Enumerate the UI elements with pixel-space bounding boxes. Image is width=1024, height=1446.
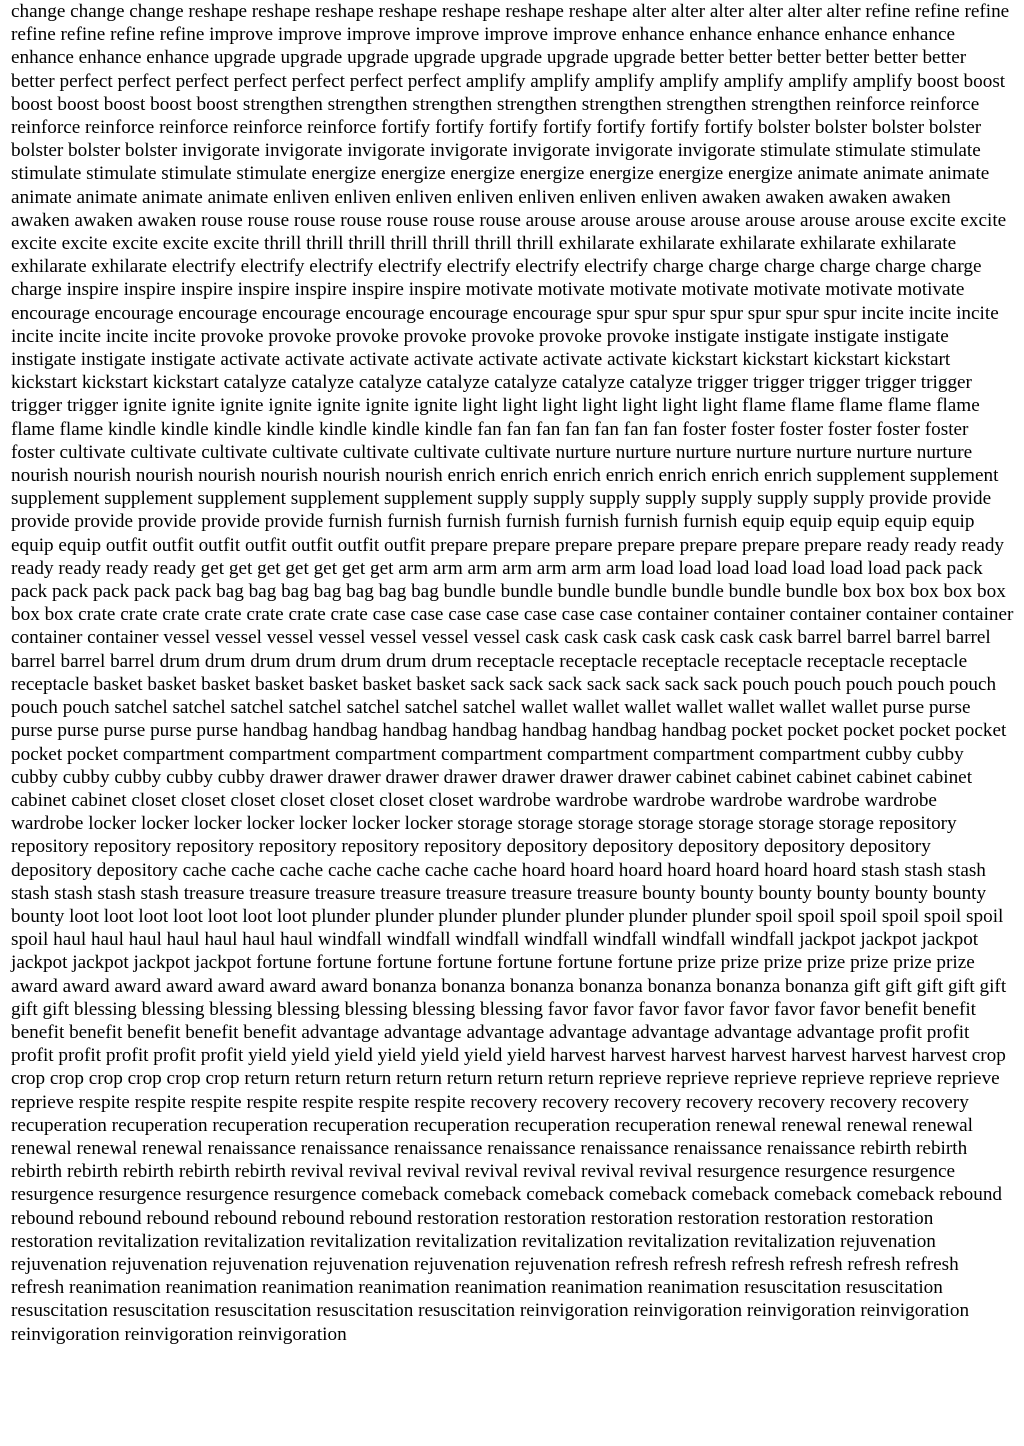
- document-body-text: change change change reshape reshape reshape reshape reshape reshape reshape alter alter alter alter alter alter refine refine refine refine refine refine refine improve improve improve improve improve improve enhance enhance enhance enhance enhance enhance enhance enhance upgrade upgrade upgrade upgrade upgrade upgrade upgrade better better better better better better better perfect perfect perfect perfect perfect perfect perfect amplify amplify amplify amplify amplify amplify amplify boost boost boost boost boost boost boost strengthen strengthen strengthen strengthen strengthen strengthen strengthen reinforce reinforce reinforce reinforce reinforce reinforce reinforce fortify fortify fortify fortify fortify fortify fortify bolster bolster bolster bolster bolster bolster bolster invigorate invigorate invigorate invigorate invigorate invigorate invigorate stimulate stimulate stimulate stimulate stimulate stimulate stimulate energize energize energize energize energize energize energize animate animate animate animate animate animate animate enliven enliven enliven enliven enliven enliven enliven awaken awaken awaken awaken awaken awaken awaken rouse rouse rouse rouse rouse rouse rouse arouse arouse arouse arouse arouse arouse arouse excite excite excite excite excite excite excite thrill thrill thrill thrill thrill thrill thrill exhilarate exhilarate exhilarate exhilarate exhilarate exhilarate exhilarate electrify electrify electrify electrify electrify electrify electrify charge charge charge charge charge charge charge inspire inspire inspire inspire inspire inspire inspire motivate motivate motivate motivate motivate motivate motivate encourage encourage encourage encourage encourage encourage encourage spur spur spur spur spur spur spur incite incite incite incite incite incite incite provoke provoke provoke provoke provoke provoke provoke instigate instigate instigate instigate instigate instigate instigate activate activate activate activate activate activate activate kickstart kickstart kickstart kickstart kickstart kickstart kickstart catalyze catalyze catalyze catalyze catalyze catalyze catalyze trigger trigger trigger trigger trigger trigger trigger ignite ignite ignite ignite ignite ignite ignite light light light light light light light flame flame flame flame flame flame flame kindle kindle kindle kindle kindle kindle kindle fan fan fan fan fan fan fan foster foster foster foster foster foster foster cultivate cultivate cultivate cultivate cultivate cultivate cultivate nurture nurture nurture nurture nurture nurture nurture nourish nourish nourish nourish nourish nourish nourish enrich enrich enrich enrich enrich enrich enrich supplement supplement supplement supplement supplement supplement supplement supply supply supply supply supply supply supply provide provide provide provide provide provide provide furnish furnish furnish furnish furnish furnish furnish equip equip equip equip equip equip equip outfit outfit outfit outfit outfit outfit outfit prepare prepare prepare prepare prepare prepare prepare ready ready ready ready ready ready ready get get get get get get get arm arm arm arm arm arm arm load load load load load load load pack pack pack pack pack pack pack bag bag bag bag bag bag bag bundle bundle bundle bundle bundle bundle bundle box box box box box box box crate crate crate crate crate crate crate case case case case case case case container container container container container container container vessel vessel vessel vessel vessel vessel vessel cask cask cask cask cask cask cask barrel barrel barrel barrel barrel barrel barrel drum drum drum drum drum drum drum receptacle receptacle receptacle receptacle receptacle receptacle receptacle basket basket basket basket basket basket basket sack sack sack sack sack sack sack pouch pouch pouch pouch pouch pouch pouch satchel satchel satchel satchel satchel satchel satchel wallet wallet wallet wallet wallet wallet wallet purse purse purse purse purse purse purse handbag handbag handbag handbag handbag handbag handbag pocket pocket pocket pocket pocket pocket pocket compartment compartment compartment compartment compartment compartment compartment cubby cubby cubby cubby cubby cubby cubby drawer drawer drawer drawer drawer drawer drawer cabinet cabinet cabinet cabinet cabinet cabinet cabinet closet closet closet closet closet closet closet wardrobe wardrobe wardrobe wardrobe wardrobe wardrobe wardrobe locker locker locker locker locker locker locker storage storage storage storage storage storage storage repository repository repository repository repository repository repository depository depository depository depository depository depository depository cache cache cache cache cache cache cache hoard hoard hoard hoard hoard hoard hoard stash stash stash stash stash stash stash treasure treasure treasure treasure treasure treasure treasure bounty bounty bounty bounty bounty bounty bounty loot loot loot loot loot loot loot plunder plunder plunder plunder plunder plunder plunder spoil spoil spoil spoil spoil spoil spoil haul haul haul haul haul haul haul windfall windfall windfall windfall windfall windfall windfall jackpot jackpot jackpot jackpot jackpot jackpot jackpot fortune fortune fortune fortune fortune fortune fortune prize prize prize prize prize prize prize award award award award award award award bonanza bonanza bonanza bonanza bonanza bonanza bonanza gift gift gift gift gift gift gift blessing blessing blessing blessing blessing blessing blessing favor favor favor favor favor favor favor benefit benefit benefit benefit benefit benefit benefit advantage advantage advantage advantage advantage advantage advantage profit profit profit profit profit profit profit yield yield yield yield yield yield yield harvest harvest harvest harvest harvest harvest harvest crop crop crop crop crop crop crop return return return return return return return reprieve reprieve reprieve reprieve reprieve reprieve reprieve respite respite respite respite respite respite respite recovery recovery recovery recovery recovery recovery recovery recuperation recuperation recuperation recuperation recuperation recuperation recuperation renewal renewal renewal renewal renewal renewal renewal renaissance renaissance renaissance renaissance renaissance renaissance renaissance rebirth rebirth rebirth rebirth rebirth rebirth rebirth revival revival revival revival revival revival revival resurgence resurgence resurgence resurgence resurgence resurgence resurgence comeback comeback comeback comeback comeback comeback comeback rebound rebound rebound rebound rebound rebound rebound restoration restoration restoration restoration restoration restoration restoration revitalization revitalization revitalization revitalization revitalization revitalization revitalization rejuvenation rejuvenation rejuvenation rejuvenation rejuvenation rejuvenation rejuvenation refresh refresh refresh refresh refresh refresh refresh reanimation reanimation reanimation reanimation reanimation reanimation reanimation resuscitation resuscitation resuscitation resuscitation resuscitation resuscitation resuscitation reinvigoration reinvigoration reinvigoration reinvigoration reinvigoration reinvigoration reinvigoration: [11, 1, 1014, 1345]
